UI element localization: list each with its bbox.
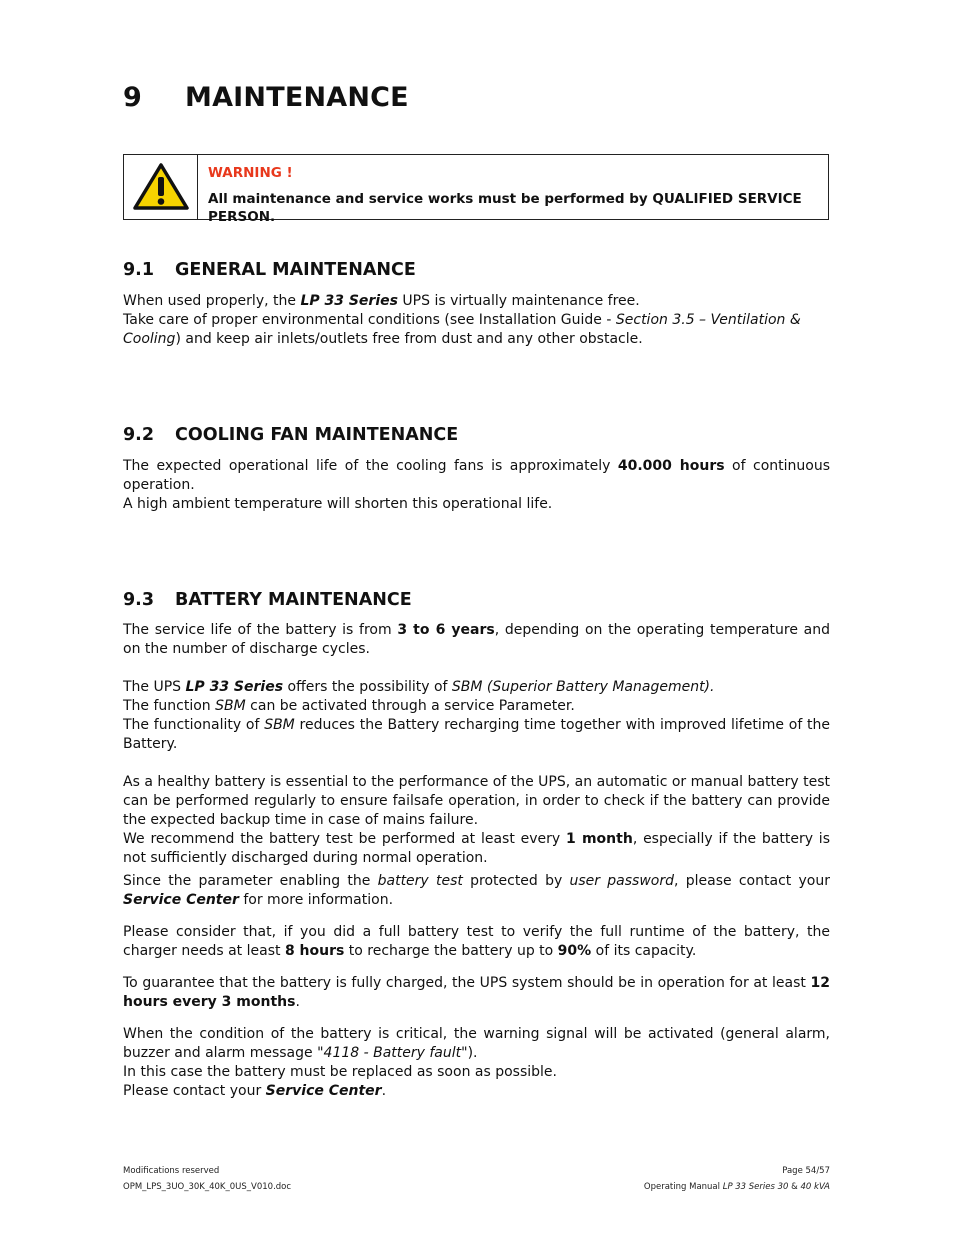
chapter-number: 9 [123, 82, 142, 113]
paragraph: Please consider that, if you did a full battery test to verify the full runtime of the battery, the charger needs at least 8 hours to recharge the battery up to 90% of its capacity. [123, 924, 830, 959]
footer-left-top: Modifications reserved [123, 1166, 220, 1176]
section-title: COOLING FAN MAINTENANCE [175, 425, 459, 445]
paragraph: When the condition of the battery is critical, the warning signal will be activated (general alarm, buzzer and alarm message "4118 - Battery fault"). [123, 1026, 830, 1061]
section-heading-general [123, 260, 416, 280]
section-number: 9.1 [123, 260, 155, 280]
chapter-heading [123, 82, 409, 113]
section-body-battery [123, 621, 830, 1101]
section-number: 9.2 [123, 425, 155, 445]
paragraph: To guarantee that the battery is fully charged, the UPS system should be in operation for at least 12 hours every 3 months. [123, 975, 830, 1010]
paragraph: As a healthy battery is essential to the performance of the UPS, an automatic or manual battery test can be performed regularly to ensure failsafe operation, in order to check if the battery can provide the expected backup time in case of mains failure. [123, 774, 830, 828]
paragraph: Take care of proper environmental conditions (see Installation Guide - Section 3.5 – Ventilation & Cooling) and keep air inlets/outlets free from dust and any other obstacle. [123, 312, 801, 347]
paragraph: The UPS LP 33 Series offers the possibility of SBM (Superior Battery Management). [123, 679, 715, 695]
section-title: BATTERY MAINTENANCE [175, 590, 412, 610]
chapter-title: MAINTENANCE [185, 82, 409, 113]
section-title: GENERAL MAINTENANCE [175, 260, 416, 280]
warning-message: All maintenance and service works must be performed by QUALIFIED SERVICE PERSON. [208, 191, 802, 225]
section-body-general [123, 292, 830, 349]
footer-page-number: Page 54/57 [782, 1166, 830, 1176]
section-heading-battery [123, 590, 412, 610]
footer-manual-title: Operating Manual LP 33 Series 30 & 40 kVA [643, 1182, 830, 1192]
paragraph: Please contact your Service Center. [123, 1083, 387, 1099]
section-heading-fan [123, 425, 458, 445]
section-body-fan [123, 457, 830, 514]
warning-text-cell [198, 155, 828, 225]
warning-icon-cell [124, 155, 198, 219]
warning-triangle-icon [132, 162, 190, 212]
warning-title: WARNING ! [208, 165, 293, 181]
warning-box [123, 154, 829, 225]
paragraph: A high ambient temperature will shorten this operational life. [123, 496, 553, 512]
paragraph: When used properly, the LP 33 Series UPS is virtually maintenance free. [123, 293, 640, 309]
paragraph: The functionality of SBM reduces the Battery recharging time together with improved lifetime of the Battery. [123, 717, 830, 752]
section-number: 9.3 [123, 590, 155, 610]
paragraph: The function SBM can be activated through a service Parameter. [123, 698, 575, 714]
paragraph: The expected operational life of the cooling fans is approximately 40.000 hours of continuous operation. [123, 458, 831, 493]
footer-doc-filename: OPM_LPS_3UO_30K_40K_0US_V010.doc [123, 1182, 292, 1192]
page-footer [123, 1166, 830, 1198]
paragraph: Since the parameter enabling the battery test protected by user password, please contact your Service Center for more information. [123, 873, 830, 908]
paragraph: In this case the battery must be replaced as soon as possible. [123, 1064, 557, 1080]
paragraph: We recommend the battery test be performed at least every 1 month, especially if the battery is not sufficiently discharged during normal operation. [123, 831, 830, 866]
paragraph: The service life of the battery is from 3 to 6 years, depending on the operating temperature and on the number of discharge cycles. [123, 622, 830, 657]
